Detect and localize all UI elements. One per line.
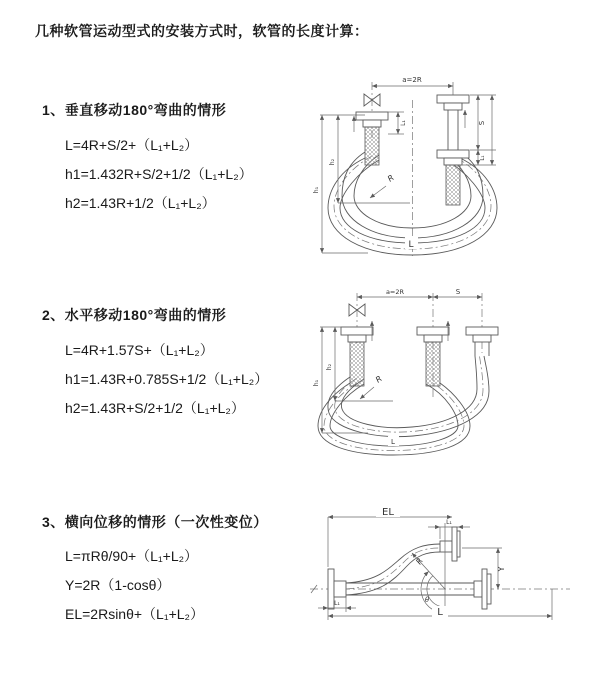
- flange: [341, 327, 373, 335]
- flange: [334, 581, 346, 597]
- section-vertical-180: [42, 102, 253, 218]
- dim-label-h1: h₁: [313, 379, 320, 387]
- flange: [417, 327, 449, 335]
- dim-label-el: EL: [382, 507, 394, 518]
- formula-h1: h1=1.43R+0.785S+1/2（L₁+L₂）: [65, 371, 269, 387]
- dim-label-l1: L₁: [446, 519, 452, 526]
- valve-icon: [364, 94, 372, 106]
- formula-y: Y=2R（1-cosθ）: [65, 577, 171, 593]
- flange: [466, 327, 498, 335]
- flange: [474, 581, 482, 597]
- braided-hose-section: [426, 342, 440, 386]
- dim-label-a2r: a=2R: [402, 76, 422, 84]
- flange: [356, 112, 388, 120]
- flange: [424, 335, 442, 342]
- diagram-lateral-displacement: [300, 503, 600, 653]
- radius-label: R: [373, 374, 384, 385]
- flange: [328, 569, 334, 609]
- dim-label-y: Y: [497, 566, 506, 572]
- diagram-vertical-180-bend: [310, 70, 595, 260]
- valve-icon: [372, 94, 380, 106]
- braided-hose-section: [446, 165, 460, 205]
- flange: [437, 150, 469, 158]
- section-lateral-displacement: [42, 514, 268, 629]
- section-2-heading: 2、水平移动180°弯曲的情形: [42, 307, 227, 323]
- braided-hose-section: [365, 127, 379, 165]
- flange: [440, 541, 452, 552]
- flange: [437, 95, 469, 103]
- formula-l: L=4R+S/2+（L₁+L₂）: [65, 137, 199, 153]
- flange: [457, 531, 460, 557]
- formula-h2: h2=1.43R+1/2（L₁+L₂）: [65, 195, 216, 211]
- formula-el: EL=2Rsinθ+（L₁+L₂）: [65, 606, 204, 622]
- dim-label-s: S: [478, 120, 486, 126]
- flange: [482, 569, 487, 609]
- dim-label-h1: h₁: [313, 186, 320, 194]
- flange: [487, 574, 491, 604]
- formula-h1: h1=1.432R+S/2+1/2（L₁+L₂）: [65, 166, 253, 182]
- dim-label-h2: h₂: [326, 363, 333, 371]
- radius-label: R: [385, 173, 396, 184]
- formula-h2: h2=1.43R+S/2+1/2（L₁+L₂）: [65, 400, 245, 416]
- section-1-heading: 1、垂直移动180°弯曲的情形: [42, 102, 227, 118]
- diagram-horizontal-180-bend: [308, 283, 598, 468]
- dim-label-s: S: [455, 288, 461, 296]
- dim-label-a2r: a=2R: [385, 288, 405, 296]
- flange: [473, 335, 491, 342]
- flange: [444, 103, 462, 110]
- dim-label-l1: L₁: [480, 155, 486, 161]
- dim-label-l1: L₁: [334, 600, 340, 607]
- radius-label: R: [414, 556, 425, 567]
- formula-l: L=4R+1.57S+（L₁+L₂）: [65, 342, 214, 358]
- length-label: L: [391, 438, 395, 446]
- page-title: 几种软管运动型式的安装方式时，软管的长度计算：: [35, 23, 369, 39]
- length-label: L: [437, 607, 443, 618]
- braided-hose-section: [350, 342, 364, 386]
- flange: [348, 335, 366, 342]
- flange: [363, 120, 381, 127]
- dim-label-h2: h₂: [329, 158, 336, 166]
- formula-l: L=πRθ/90+（L₁+L₂）: [65, 548, 199, 564]
- section-horizontal-180: [42, 307, 268, 423]
- flange: [452, 527, 457, 561]
- dim-label-l1: L₁: [400, 120, 407, 126]
- section-3-heading: 3、横向位移的情形（一次性变位）: [42, 514, 268, 530]
- valve-icon: [357, 304, 365, 316]
- length-label: L: [408, 240, 414, 250]
- angle-label: θ: [424, 596, 430, 604]
- valve-icon: [349, 304, 357, 316]
- flange: [444, 158, 462, 165]
